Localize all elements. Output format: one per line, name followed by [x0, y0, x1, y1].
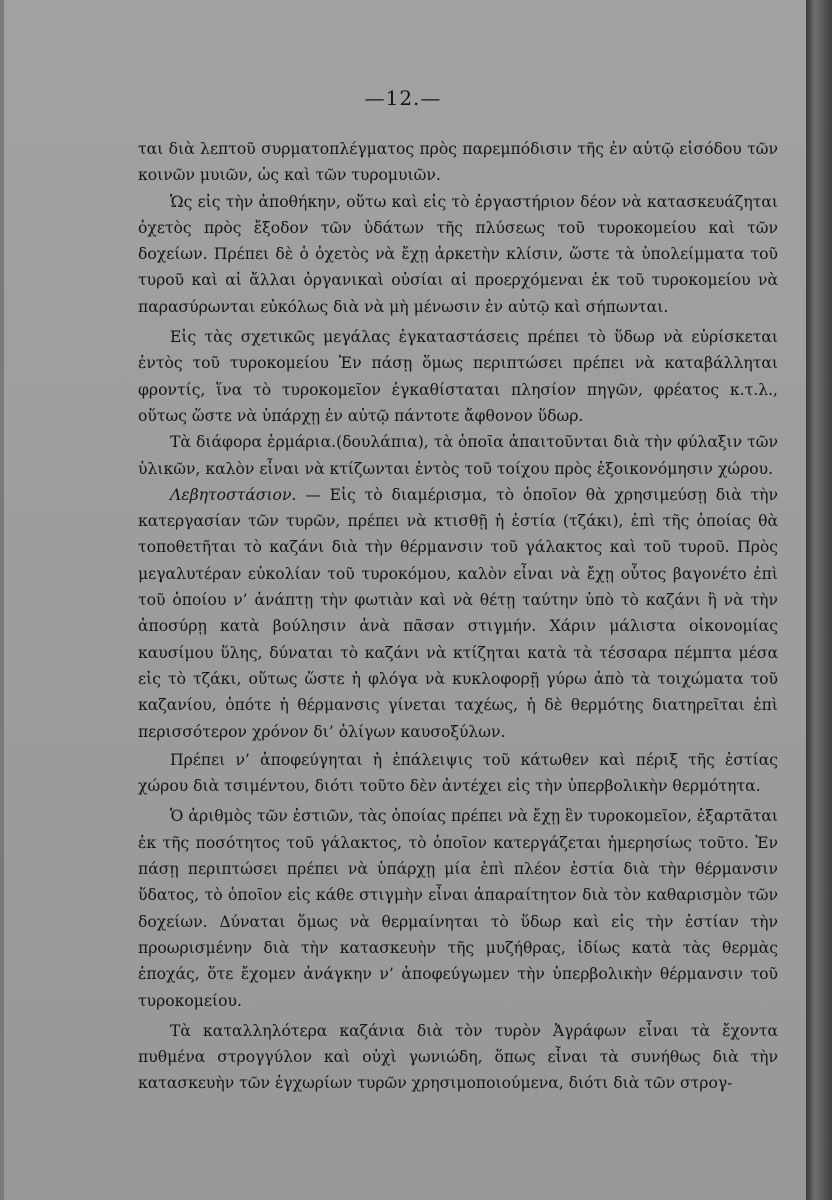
paragraph-water-supply	[138, 324, 778, 429]
paragraph-text: Ὁ ἀριθμὸς τῶν ἑστιῶν, τὰς ὁποίας πρέπει νὰ ἔχῃ ἓν τυροκομεῖον, ἐξαρτᾶται ἐκ τῆς ποσότητος τοῦ γάλακτος, τὸ ὁποῖον κατεργάζεται ἡμερησίως τοῦτο. Ἐν πάσῃ περιπτώσει πρέπει νὰ ὑπάρχῃ μία ἐπὶ πλέον ἑστία διὰ τὴν θέρμανσιν ὕδατος, τὸ ὁποῖον εἰς κάθε στιγμὴν εἶναι ἀπαραίτητον διὰ τὸν καθαρισμὸν τῶν δοχείων. Δύναται ὅμως νὰ θερμαίνηται τὸ ὕδωρ καὶ εἰς τὴν ἑστίαν τὴν προωρισμένην διὰ τὴν κατασκευὴν τῆς μυζήθρας, ἰδίως κατὰ τὰς θερμὰς ἐποχάς, ὅτε ἔχομεν ἀνάγκην ν’ ἀποφεύγωμεν τὴν ὑπερβολικὴν θέρμανσιν τοῦ τυροκομείου.	[138, 807, 778, 1010]
page-number: —12.—	[364, 86, 442, 110]
paragraph-text: — Εἰς τὸ διαμέρισμα, τὸ ὁποῖον θὰ χρησιμεύσῃ διὰ τὴν κατεργασίαν τῶν τυρῶν, πρέπει νὰ κτισθῇ ἡ ἑστία (τζάκι), ἐπὶ τῆς ὁποίας θὰ τοποθετῆται τὸ καζάνι διὰ τὴν θέρμανσιν τοῦ γάλακτος καὶ τοῦ τυροῦ. Πρὸς μεγαλυτέραν εὐκολίαν τοῦ τυροκόμου, καλὸν εἶναι νὰ ἔχῃ οὗτος βαγονέτο ἐπὶ τοῦ ὁποίου ν’ ἀνάπτῃ τὴν φωτιὰν καὶ νὰ θέτῃ ταύτην ὑπὸ τὸ καζάνι ἢ νὰ τὴν ἀποσύρῃ κατὰ βούλησιν ἀνὰ πᾶσαν στιγμήν. Χάριν μάλιστα οἰκονομίας καυσίμου ὕλης, δύναται τὸ καζάνι νὰ κτίζηται κατὰ τὰ τέσσαρα πέμπτα μέσα εἰς τὸ τζάκι, οὕτως ὥστε ἡ φλόγα νὰ κυκλοφορῇ γύρω ἀπὸ τὰ τοιχώματα τοῦ καζανίου, ὁπότε ἡ θέρμανσις γίνεται ταχέως, ἡ δὲ θερμότης διατηρεῖται ἐπὶ περισσότερον χρόνον δι’ ὀλίγων καυσοξύλων.	[138, 485, 778, 741]
section-heading: Λεβητοστάσιον.	[170, 485, 297, 504]
paragraph-hearth-count	[138, 803, 778, 1013]
paragraph-text: ται διὰ λεπτοῦ συρματοπλέγματος πρὸς παρεμπόδισιν τῆς ἐν αὐτῷ εἰσόδου τῶν κοινῶν μυιῶν, ὡς καὶ τῶν τυρομυιῶν.	[138, 140, 778, 185]
paragraph-cauldrons	[138, 1018, 778, 1097]
paragraph-continuation	[138, 136, 778, 189]
paragraph-text: Τὰ καταλληλότερα καζάνια διὰ τὸν τυρὸν Ἀγράφων εἶναι τὰ ἔχοντα πυθμένα στρογγύλον καὶ οὐχὶ γωνιώδη, ὅπως εἶναι τὰ συνήθως διὰ τὴν κατασκευὴν τῶν ἐγχωρίων τυρῶν χρησιμοποιούμενα, διότι διὰ τῶν στρογ-	[138, 1021, 778, 1093]
paragraph-text: Εἰς τὰς σχετικῶς μεγάλας ἐγκαταστάσεις πρέπει τὸ ὕδωρ νὰ εὑρίσκεται ἐντὸς τοῦ τυροκομείου Ἐν πάσῃ ὅμως περιπτώσει πρέπει νὰ καταβάλληται φροντίς, ἵνα τὸ τυροκομεῖον ἐγκαθίσταται πλησίον πηγῶν, φρέατος κ.τ.λ., οὕτως ὥστε νὰ ὑπάρχῃ ἐν αὐτῷ πάντοτε ἄφθονον ὕδωρ.	[138, 328, 778, 425]
paragraph-drainage	[138, 189, 778, 320]
paragraph-text: Πρέπει ν’ ἀποφεύγηται ἡ ἐπάλειψις τοῦ κάτωθεν καὶ πέριξ τῆς ἑστίας χώρου διὰ τσιμέντου, διότι τοῦτο δὲν ἀντέχει εἰς τὴν ὑπερβολικὴν θερμότητα.	[138, 750, 778, 796]
paragraph-cupboards	[138, 429, 778, 482]
paragraph-cement-warning	[138, 747, 778, 800]
page-body-text	[138, 136, 778, 1097]
paragraph-text: Τὰ διάφορα ἑρμάρια.(δουλάπια), τὰ ὁποῖα ἀπαιτοῦνται διὰ τὴν φύλαξιν τῶν ὑλικῶν, καλὸν εἶναι νὰ κτίζωνται ἐντὸς τοῦ τοίχου πρὸς ἐξοικονόμησιν χώρου.	[138, 433, 778, 478]
book-binding-edge	[806, 0, 832, 1200]
paragraph-text: Ὡς εἰς τὴν ἀποθήκην, οὕτω καὶ εἰς τὸ ἐργαστήριον δέον νὰ κατασκευάζηται ὀχετὸς πρὸς ἔξοδον τῶν ὑδάτων τῆς πλύσεως τοῦ τυροκομείου καὶ τῶν δοχείων. Πρέπει δὲ ὁ ὀχετὸς νὰ ἔχῃ ἀρκετὴν κλίσιν, ὥστε τὰ ὑπολείμματα τοῦ τυροῦ καὶ αἱ ἄλλαι ὀργανικαὶ οὐσίαι αἱ προερχόμεναι ἐκ τοῦ τυροκομείου νὰ παρασύρωνται εὐκόλως διὰ νὰ μὴ μένωσιν ἐν αὐτῷ καὶ σήπωνται.	[138, 192, 778, 316]
paragraph-boiler-room	[138, 482, 778, 745]
